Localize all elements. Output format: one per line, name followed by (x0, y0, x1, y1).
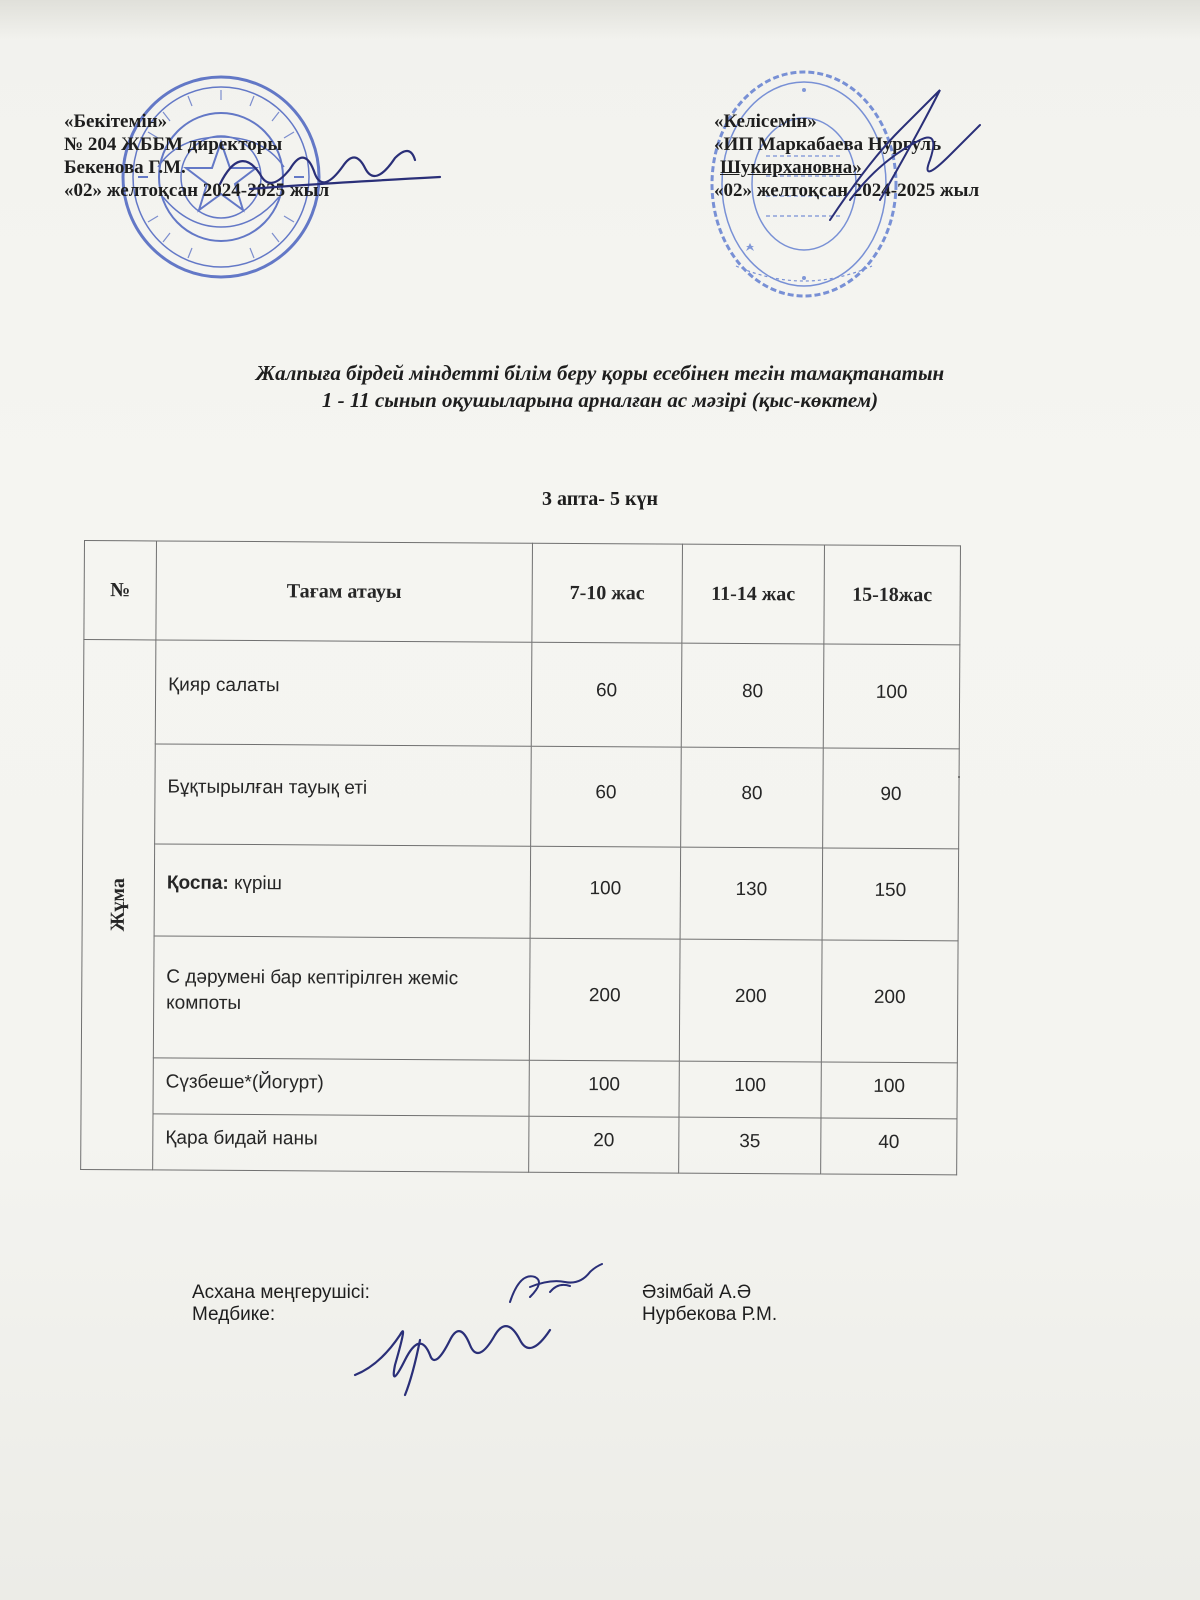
menu-title-line-1: Жалпыға бірдей міндетті білім беру қоры есебінен тегін тамақтанатын (255, 361, 945, 385)
approve-label: «Бекітемін» (64, 111, 168, 132)
table-row (83, 743, 960, 848)
nurse-role: Медбике: (192, 1304, 276, 1325)
menu-table (80, 540, 961, 1175)
dish-name-text: Сүзбеше*(Йогурт) (165, 1071, 324, 1093)
dish-name (153, 1114, 529, 1172)
header-age-11-14: 11-14 жас (682, 544, 825, 644)
portion-15-18: 150 (822, 848, 959, 941)
portion-11-14: 80 (681, 643, 824, 748)
header-dish-name: Тағам атауы (156, 541, 533, 642)
portion-15-18: 100 (823, 644, 960, 749)
portion-11-14: 100 (679, 1061, 821, 1118)
week-day-subtitle: 3 апта- 5 күн (541, 488, 659, 510)
table-header-row (84, 541, 961, 645)
agree-date: «02» желтоқсан 2024-2025 жыл (714, 180, 980, 201)
dish-name-text: С дәрумені бар кептірілген жеміс компоты (166, 966, 459, 1014)
portion-7-10: 60 (531, 642, 682, 747)
footer-names (642, 1282, 777, 1326)
agree-label: «Келісемін» (714, 111, 817, 132)
portion-11-14: 130 (680, 847, 823, 940)
portion-15-18: 90 (823, 748, 960, 849)
menu-title-line-2: 1 - 11 сынып оқушыларына арналған ас мәзірі (қыс-көктем) (321, 388, 879, 412)
portion-11-14: 35 (679, 1117, 821, 1174)
canteen-head-role: Асхана меңгерушісі: (192, 1282, 370, 1303)
header-age-15-18: 15-18жас (824, 545, 961, 645)
canteen-head-name: Әзімбай А.Ә (642, 1282, 752, 1303)
dish-name (153, 936, 530, 1060)
director-signature (210, 134, 450, 214)
nurse-name: Нурбекова Р.М. (642, 1304, 778, 1325)
dish-name (155, 640, 532, 746)
dish-name (154, 844, 531, 938)
portion-7-10: 20 (529, 1116, 679, 1173)
table-row (83, 640, 960, 749)
menu-title (0, 360, 1200, 414)
portion-11-14: 200 (679, 939, 822, 1062)
dish-name-text: Қияр салаты (168, 674, 280, 696)
day-cell (81, 640, 156, 1170)
dish-name-text: Қара бидай наны (165, 1127, 318, 1149)
portion-15-18: 100 (821, 1062, 957, 1119)
header-age-7-10: 7-10 жас (532, 543, 683, 643)
portion-11-14: 80 (681, 747, 824, 848)
dish-name-text: Бұқтырылған тауық еті (167, 776, 368, 799)
table-row (81, 935, 958, 1062)
approve-date: «02» желтоқсан 2024-2025 жыл (64, 180, 330, 201)
portion-7-10: 200 (529, 938, 680, 1061)
portion-15-18: 200 (821, 940, 958, 1063)
nurse-signature (345, 1300, 585, 1410)
director-position: № 204 ЖББМ директоры (64, 134, 283, 155)
header-number: № (84, 541, 157, 640)
portion-7-10: 100 (530, 846, 681, 939)
supplier-signature (810, 80, 1010, 230)
table-row (81, 1113, 957, 1174)
paper-speck (958, 776, 960, 778)
supplier-patronymic: Шукирхановна» (720, 157, 862, 178)
dish-name (155, 744, 532, 846)
dish-name-bold: Қоспа: (166, 872, 229, 894)
director-name: Бекенова Г.М. (64, 157, 186, 178)
portion-15-18: 40 (821, 1118, 957, 1175)
table-row (82, 843, 959, 940)
portion-7-10: 60 (531, 746, 682, 847)
supplier-name: «ИП Маркабаева Нургуль (714, 134, 942, 155)
day-label: Жұма (106, 878, 129, 932)
dish-name (153, 1058, 529, 1116)
dish-name-text: күріш (228, 872, 282, 894)
table-row (81, 1057, 957, 1118)
footer-roles (192, 1282, 370, 1326)
portion-7-10: 100 (529, 1060, 679, 1117)
